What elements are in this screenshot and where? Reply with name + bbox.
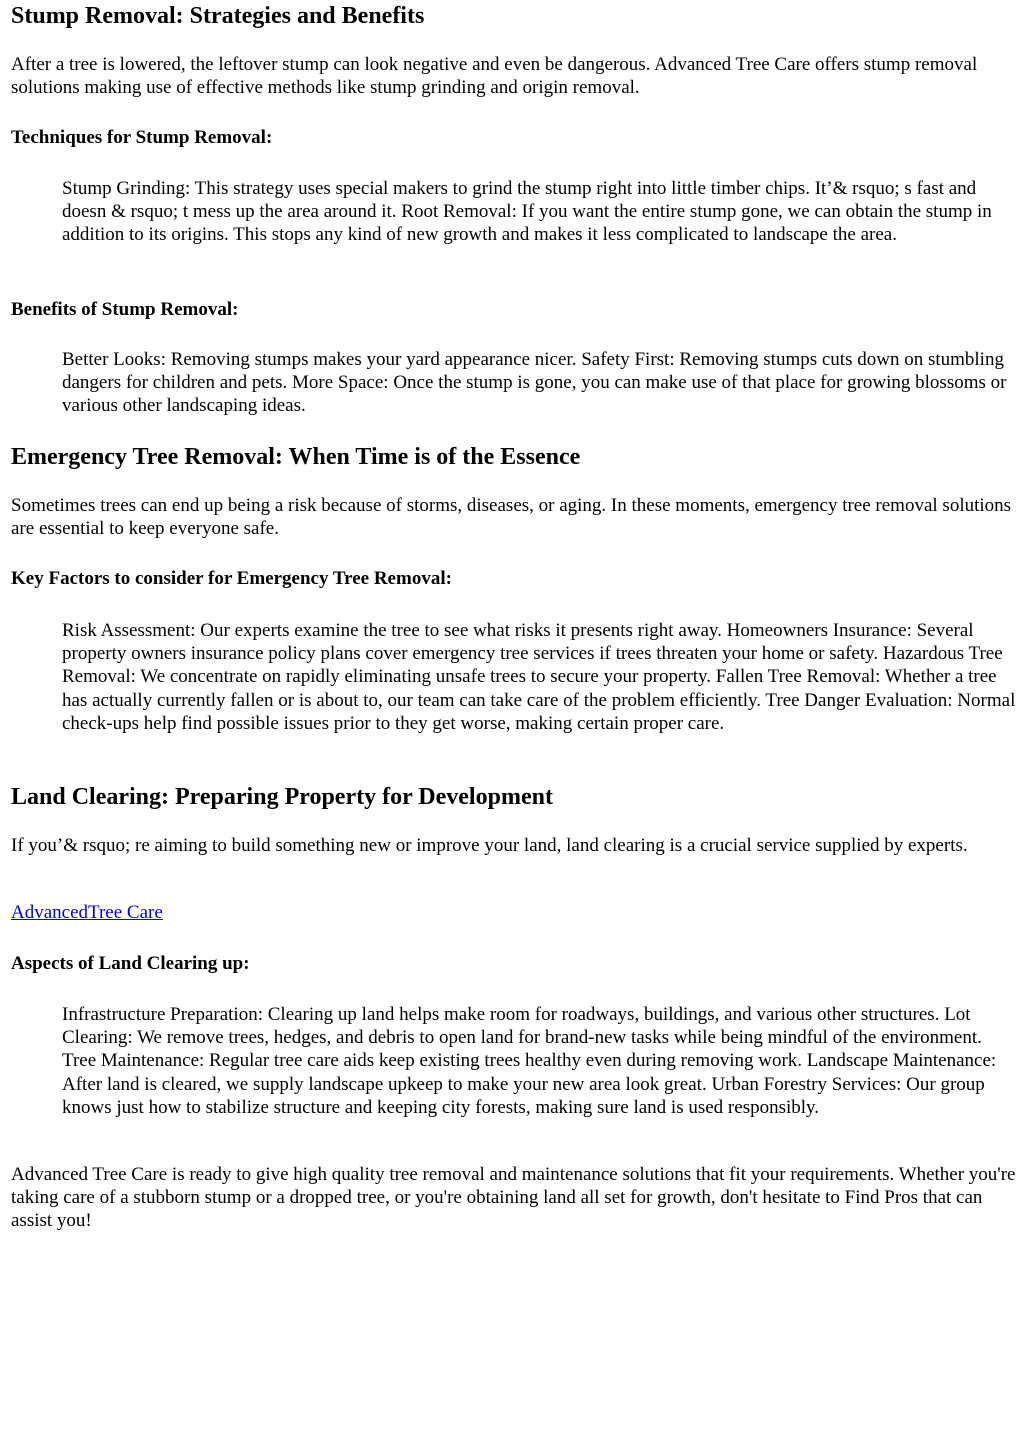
emergency-removal-heading: Emergency Tree Removal: When Time is of the Essence — [11, 444, 581, 470]
benefits-text: Better Looks: Removing stumps makes your yard appearance nicer. Safety First: Removing stumps cuts down on stumbling dangers for children and pets. More Space: Once the stump is gone, you can make use of that place for growing blossoms or various other landscaping ideas. — [62, 349, 1007, 417]
techniques-text: Stump Grinding: This strategy uses special makers to grind the stump right into little timber chips. It’& rsquo; s fast and doesn & rsquo; t mess up the area around it. Root Removal: If you want the entire stump gone, we can obtain the stump in addition to its origins. This stops any kind of new growth and makes it less complicated to landscape the area. — [62, 178, 992, 246]
aspects-heading: Aspects of Land Clearing up: — [11, 953, 250, 974]
techniques-heading: Techniques for Stump Removal: — [11, 127, 273, 148]
key-factors-text: Risk Assessment: Our experts examine the tree to see what risks it presents right away. Homeowners Insurance: Several property owners insurance policy plans cover emergency tree services if trees threaten your home or safety. Hazardous Tree Removal: We concentrate on rapidly eliminating unsafe trees to secure your property. Fallen Tree Removal: Whether a tree has actually currently fallen or is about to, our team can take care of the problem efficiently. Tree Danger Evaluation: Normal check-ups help find possible issues prior to they get worse, making certain proper care. — [62, 620, 1016, 734]
closing-paragraph: Advanced Tree Care is ready to give high quality tree removal and maintenance solutions that fit your requirements. Whether you're taking care of a stubborn stump or a dropped tree, or you're obtaining land all set for growth, don't hesitate to Find Pros that can assist you! — [11, 1164, 1016, 1232]
land-clearing-heading: Land Clearing: Preparing Property for Development — [11, 784, 553, 810]
key-factors-heading: Key Factors to consider for Emergency Tree Removal: — [11, 568, 452, 589]
advanced-tree-care-link-wrapper — [11, 901, 1016, 924]
emergency-removal-intro: Sometimes trees can end up being a risk because of storms, diseases, or aging. In these moments, emergency tree removal solutions are essential to keep everyone safe. — [11, 495, 1012, 540]
benefits-heading: Benefits of Stump Removal: — [11, 299, 239, 320]
land-clearing-intro: If you’& rsquo; re aiming to build something new or improve your land, land clearing is a crucial service supplied by experts. — [11, 835, 968, 856]
stump-removal-heading: Stump Removal: Strategies and Benefits — [11, 3, 425, 29]
stump-removal-intro: After a tree is lowered, the leftover stump can look negative and even be dangerous. Advanced Tree Care offers stump removal solutions making use of effective methods like stump grinding and origin removal. — [11, 54, 978, 99]
advanced-tree-care-link[interactable]: AdvancedTree Care — [11, 902, 163, 923]
aspects-text: Infrastructure Preparation: Clearing up land helps make room for roadways, buildings, and various other structures. Lot Clearing: We remove trees, hedges, and debris to open land for brand-new tasks while being mindful of the environment. Tree Maintenance: Regular tree care aids keep existing trees healthy even during removing work. Landscape Maintenance: After land is cleared, we supply landscape upkeep to make your new area look great. Urban Forestry Services: Our group knows just how to stabilize structure and keeping city forests, making sure land is used responsibly. — [62, 1004, 997, 1118]
